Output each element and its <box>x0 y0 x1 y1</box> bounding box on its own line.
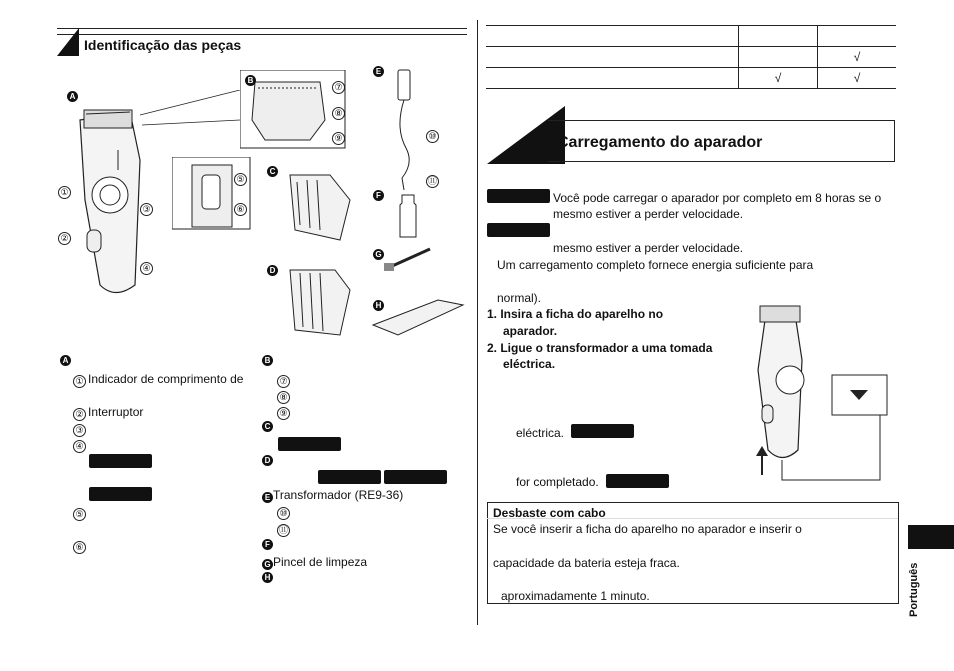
table-row <box>486 47 896 68</box>
redaction-box <box>571 424 634 438</box>
num-8: ⑧ <box>277 391 290 404</box>
redaction-box <box>318 470 381 484</box>
table-check: √ <box>739 68 818 89</box>
redaction-box <box>384 470 447 484</box>
callout-6: ⑥ <box>234 203 247 216</box>
redaction-box <box>89 454 152 468</box>
step-2-line-b: eléctrica. <box>503 357 556 371</box>
section-tab-label: Carga <box>495 108 536 145</box>
brush-illustration <box>380 245 435 275</box>
callout-1: ① <box>58 186 71 199</box>
letter-B-marker: B <box>245 75 256 86</box>
list-B-item-7 <box>277 372 292 388</box>
charge-p2b: mesmo estiver a perder velocidade. <box>553 241 744 255</box>
list-F-marker: F <box>262 539 273 550</box>
num-2: ② <box>73 408 86 421</box>
list-A-item-6 <box>73 538 88 554</box>
list-A-item-2-text: Interruptor <box>88 405 144 419</box>
adapter-illustration <box>390 68 420 193</box>
section-title: Carregamento do aparador <box>557 134 763 151</box>
callout-11: ⑪ <box>427 176 437 186</box>
comb-attachment-illustration <box>285 170 355 245</box>
corded-l1: Se você inserir a ficha do aparelho no aparador e inserir o <box>493 522 802 536</box>
num-6: ⑥ <box>73 541 86 554</box>
callout-8: ⑧ <box>332 107 345 120</box>
oil-bottle-illustration <box>396 193 420 239</box>
page-divider <box>477 20 478 625</box>
side-tab-block <box>908 525 954 549</box>
table-check: √ <box>818 68 897 89</box>
list-A-item-3 <box>73 421 88 437</box>
letter-A-marker: A <box>67 91 78 102</box>
left-heading-rule <box>57 28 467 29</box>
list-B-item-8 <box>277 388 292 404</box>
num-3: ③ <box>73 424 86 437</box>
note-1: eléctrica. <box>516 426 565 440</box>
list-B-item-9 <box>277 404 292 420</box>
letter-D-marker: D <box>267 265 278 276</box>
charge-p3: Um carregamento completo fornece energia suficiente para <box>497 258 814 272</box>
letter-C-marker: C <box>267 166 278 177</box>
list-G-item <box>262 555 367 570</box>
heading-corner-triangle <box>57 28 79 58</box>
redaction-box <box>278 437 341 451</box>
list-C-marker: C <box>262 421 273 432</box>
charging-illustration <box>740 300 890 495</box>
step-1-line-a: 1. Insira a ficha do aparelho no <box>487 307 664 321</box>
letter-F-marker: F <box>373 190 384 201</box>
num-5: ⑤ <box>73 508 86 521</box>
table-row <box>486 68 896 89</box>
list-D-marker: D <box>262 455 273 466</box>
list-A-marker: A <box>60 355 71 366</box>
letter-E-marker: E <box>373 66 384 77</box>
list-A-item-1-text: Indicador de comprimento de <box>88 372 244 386</box>
charge-p1a: Você pode carregar o aparador por completo em 8 horas se o <box>553 191 882 205</box>
comb-set-illustration <box>285 265 355 340</box>
list-E-item <box>262 488 403 503</box>
corded-title: Desbaste com cabo <box>493 506 606 520</box>
table-row <box>486 26 896 47</box>
list-A-item-5 <box>73 505 88 521</box>
list-A-item-4 <box>73 437 88 453</box>
list-B-marker: B <box>262 355 273 366</box>
list-G-marker: G <box>262 559 273 570</box>
num-11: ⑪ <box>278 525 288 535</box>
redaction-box <box>606 474 669 488</box>
callout-3: ③ <box>140 203 153 216</box>
letter-H-marker: H <box>373 300 384 311</box>
step-2-line-a: 2. Ligue o transformador a uma tomada <box>487 341 713 355</box>
list-A-item-1 <box>73 372 243 388</box>
redaction-box <box>487 189 550 203</box>
list-A-item-2 <box>73 405 143 421</box>
corded-l2: capacidade da bateria esteja fraca. <box>493 556 680 570</box>
callout-9: ⑨ <box>332 132 345 145</box>
num-10: ⑩ <box>277 507 290 520</box>
num-4: ④ <box>73 440 86 453</box>
list-E-item-11 <box>277 521 292 537</box>
charge-p1b: mesmo estiver a perder velocidade. <box>553 207 744 221</box>
redaction-box <box>487 223 550 237</box>
list-E-text: Transformador (RE9-36) <box>273 488 404 502</box>
left-heading: Identificação das peças <box>84 37 242 53</box>
corded-l3: aproximadamente 1 minuto. <box>501 589 650 603</box>
num-1: ① <box>73 375 86 388</box>
num-7: ⑦ <box>277 375 290 388</box>
list-H-marker: H <box>262 572 273 583</box>
table-check: √ <box>818 47 897 68</box>
callout-5: ⑤ <box>234 173 247 186</box>
note-2: for completado. <box>516 475 599 489</box>
list-G-text: Pincel de limpeza <box>273 555 368 569</box>
left-heading-rule-2 <box>57 34 467 35</box>
charge-p4: normal). <box>497 291 542 305</box>
callout-10: ⑩ <box>426 130 439 143</box>
callout-2: ② <box>58 232 71 245</box>
list-E-marker: E <box>262 492 273 503</box>
base-detail-illustration <box>172 157 252 232</box>
compatibility-table <box>486 25 896 89</box>
callout-7: ⑦ <box>332 81 345 94</box>
list-E-item-10 <box>277 504 292 520</box>
callout-4: ④ <box>140 262 153 275</box>
step-1-line-b: aparador. <box>503 324 558 338</box>
num-9: ⑨ <box>277 407 290 420</box>
letter-G-marker: G <box>373 249 384 260</box>
redaction-box <box>89 487 152 501</box>
side-tab-label: Português <box>908 562 920 617</box>
